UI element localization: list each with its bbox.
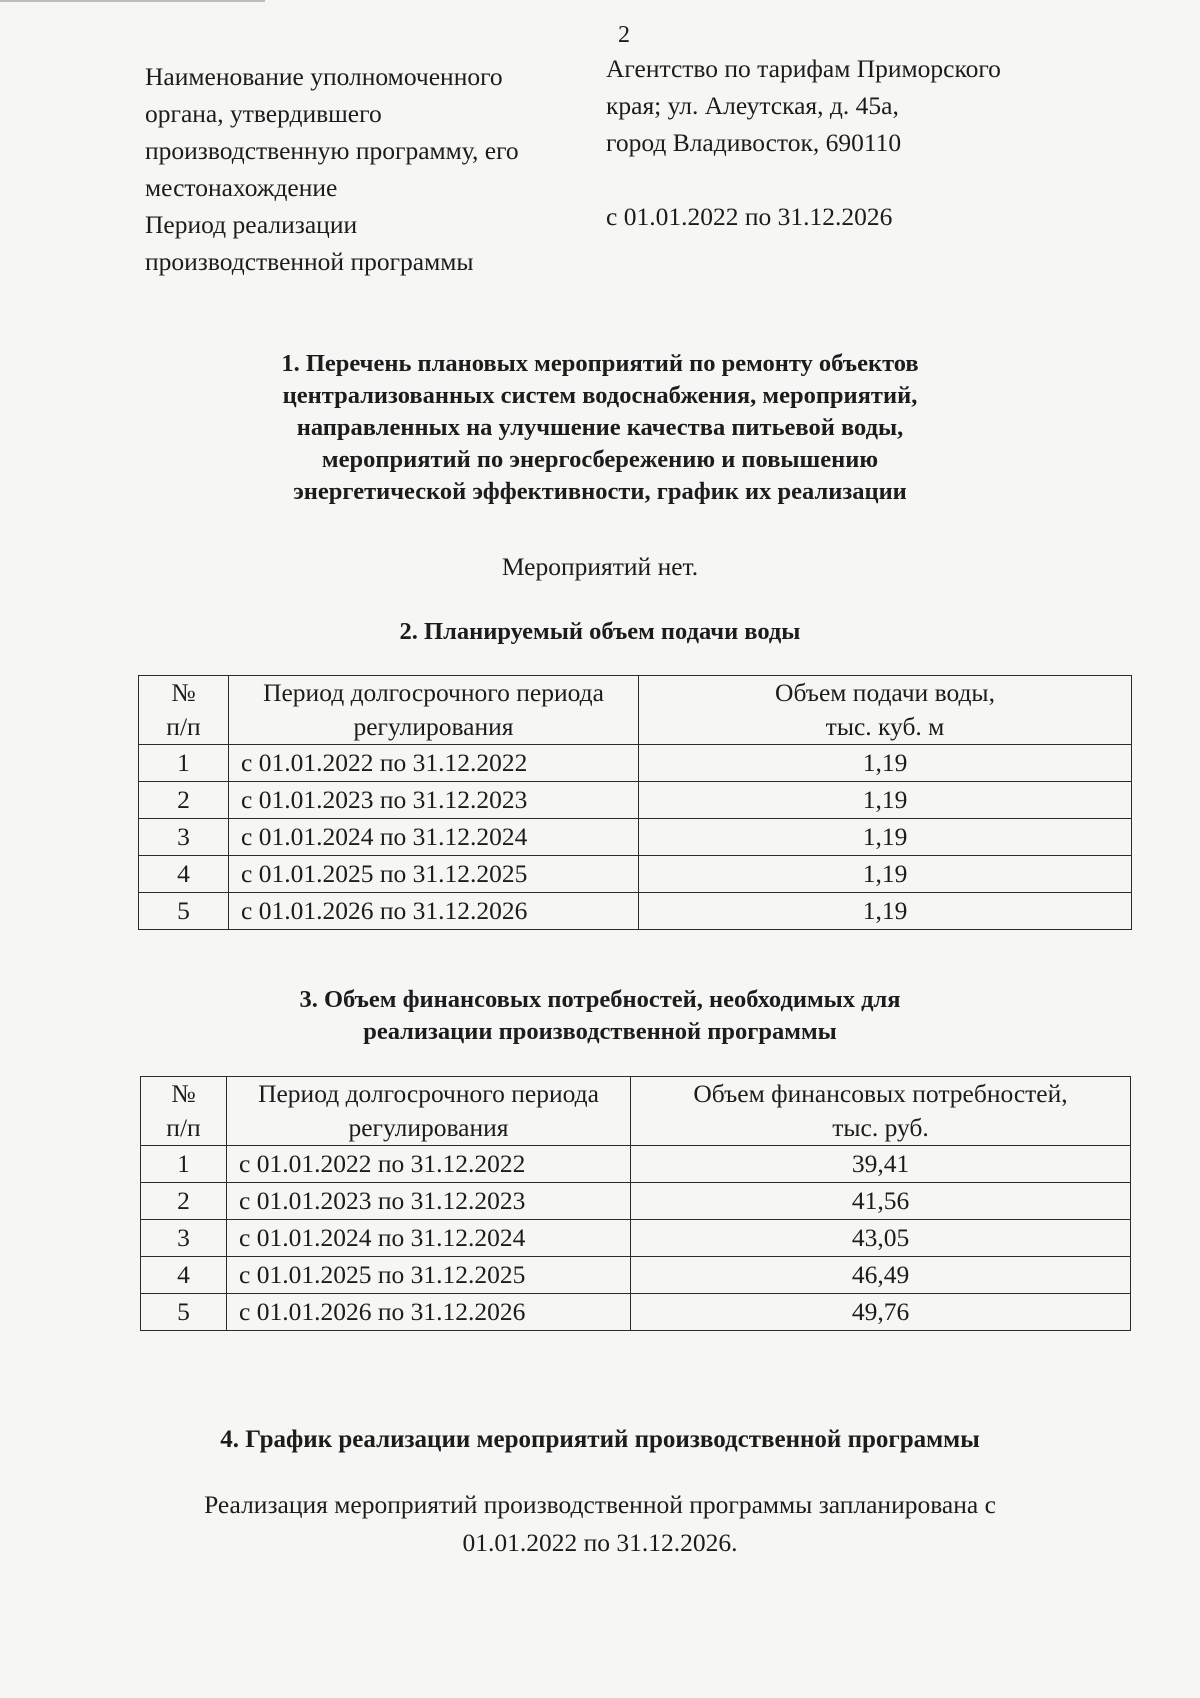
section4-text-line: 01.01.2022 по 31.12.2026.	[462, 1528, 738, 1557]
section1-text: Мероприятий нет.	[501, 552, 699, 581]
table-row	[139, 856, 1132, 893]
info-value-line: края; ул. Алеутская, д. 45а,	[606, 91, 899, 120]
authority-values	[606, 50, 1106, 235]
row-volume: 1,19	[639, 819, 1132, 856]
row-period: с 01.01.2023 по 31.12.2023	[229, 782, 639, 819]
table-row	[139, 782, 1132, 819]
section3-title-line: реализации производственной программы	[363, 1018, 837, 1045]
row-num: 1	[139, 745, 229, 782]
section1-title-line: энергетической эффективности, график их реализации	[293, 478, 907, 505]
row-volume: 1,19	[639, 893, 1132, 930]
row-period: с 01.01.2022 по 31.12.2022	[229, 745, 639, 782]
section1-title-line: централизованных систем водоснабжения, мероприятий,	[282, 382, 918, 409]
info-value-line: город Владивосток, 690110	[606, 128, 902, 157]
financial-needs-table	[140, 1076, 1131, 1331]
row-finance: 43,05	[631, 1220, 1131, 1257]
section3-title	[140, 984, 1060, 1048]
info-label-line: органа, утвердившего	[145, 99, 382, 128]
header-num: № п/п	[139, 676, 229, 745]
table-header-row	[139, 676, 1132, 745]
row-period: с 01.01.2026 по 31.12.2026	[229, 893, 639, 930]
page-number: 2	[618, 22, 630, 48]
table-row	[141, 1146, 1131, 1183]
row-finance: 41,56	[631, 1183, 1131, 1220]
row-volume: 1,19	[639, 782, 1132, 819]
section1-title-line: 1. Перечень плановых мероприятий по ремонту объектов	[281, 350, 919, 377]
section2-title: 2. Планируемый объем подачи воды	[399, 618, 801, 645]
table-row	[139, 745, 1132, 782]
section3-title-line: 3. Объем финансовых потребностей, необходимых для	[299, 986, 901, 1013]
row-num: 5	[139, 893, 229, 930]
row-num: 2	[141, 1183, 227, 1220]
row-num: 1	[141, 1146, 227, 1183]
section4-text	[140, 1486, 1060, 1562]
header-finance: Объем финансовых потребностей, тыс. руб.	[631, 1077, 1131, 1146]
header-period: Период долгосрочного периода регулирования	[227, 1077, 631, 1146]
row-num: 2	[139, 782, 229, 819]
row-period: с 01.01.2022 по 31.12.2022	[227, 1146, 631, 1183]
row-num: 4	[141, 1257, 227, 1294]
table-header-row	[141, 1077, 1131, 1146]
row-num: 3	[141, 1220, 227, 1257]
table-row	[139, 819, 1132, 856]
info-value-line: Агентство по тарифам Приморского	[606, 54, 1001, 83]
table-row	[141, 1294, 1131, 1331]
table-row	[139, 893, 1132, 930]
header-period: Период долгосрочного периода регулирования	[229, 676, 639, 745]
scan-edge-line	[0, 0, 265, 2]
row-num: 5	[141, 1294, 227, 1331]
section4-text-line: Реализация мероприятий производственной программы запланирована с	[204, 1490, 996, 1519]
row-period: с 01.01.2026 по 31.12.2026	[227, 1294, 631, 1331]
water-supply-table	[138, 675, 1132, 930]
header-num: № п/п	[141, 1077, 227, 1146]
row-period: с 01.01.2024 по 31.12.2024	[229, 819, 639, 856]
row-period: с 01.01.2023 по 31.12.2023	[227, 1183, 631, 1220]
row-finance: 49,76	[631, 1294, 1131, 1331]
info-label-line: Наименование уполномоченного	[145, 62, 503, 91]
section1-title-line: направленных на улучшение качества питьевой воды,	[296, 414, 904, 441]
table-row	[141, 1220, 1131, 1257]
section1-title-line: мероприятий по энергосбережению и повышению	[321, 446, 879, 473]
info-label-line: производственной программы	[145, 247, 474, 276]
section1-title	[140, 348, 1060, 508]
info-label-line: местонахождение	[145, 173, 338, 202]
section4-title: 4. График реализации мероприятий производственной программы	[220, 1426, 980, 1453]
info-label-line: производственную программу, его	[145, 136, 519, 165]
info-value-line	[606, 161, 1106, 198]
row-volume: 1,19	[639, 856, 1132, 893]
row-period: с 01.01.2024 по 31.12.2024	[227, 1220, 631, 1257]
row-period: с 01.01.2025 по 31.12.2025	[229, 856, 639, 893]
row-finance: 39,41	[631, 1146, 1131, 1183]
header-volume: Объем подачи воды, тыс. куб. м	[639, 676, 1132, 745]
table-row	[141, 1257, 1131, 1294]
authority-labels	[145, 58, 605, 280]
row-num: 4	[139, 856, 229, 893]
info-label-line: Период реализации	[145, 210, 358, 239]
row-volume: 1,19	[639, 745, 1132, 782]
row-num: 3	[139, 819, 229, 856]
row-finance: 46,49	[631, 1257, 1131, 1294]
info-value-line: с 01.01.2022 по 31.12.2026	[606, 202, 893, 231]
table-row	[141, 1183, 1131, 1220]
row-period: с 01.01.2025 по 31.12.2025	[227, 1257, 631, 1294]
